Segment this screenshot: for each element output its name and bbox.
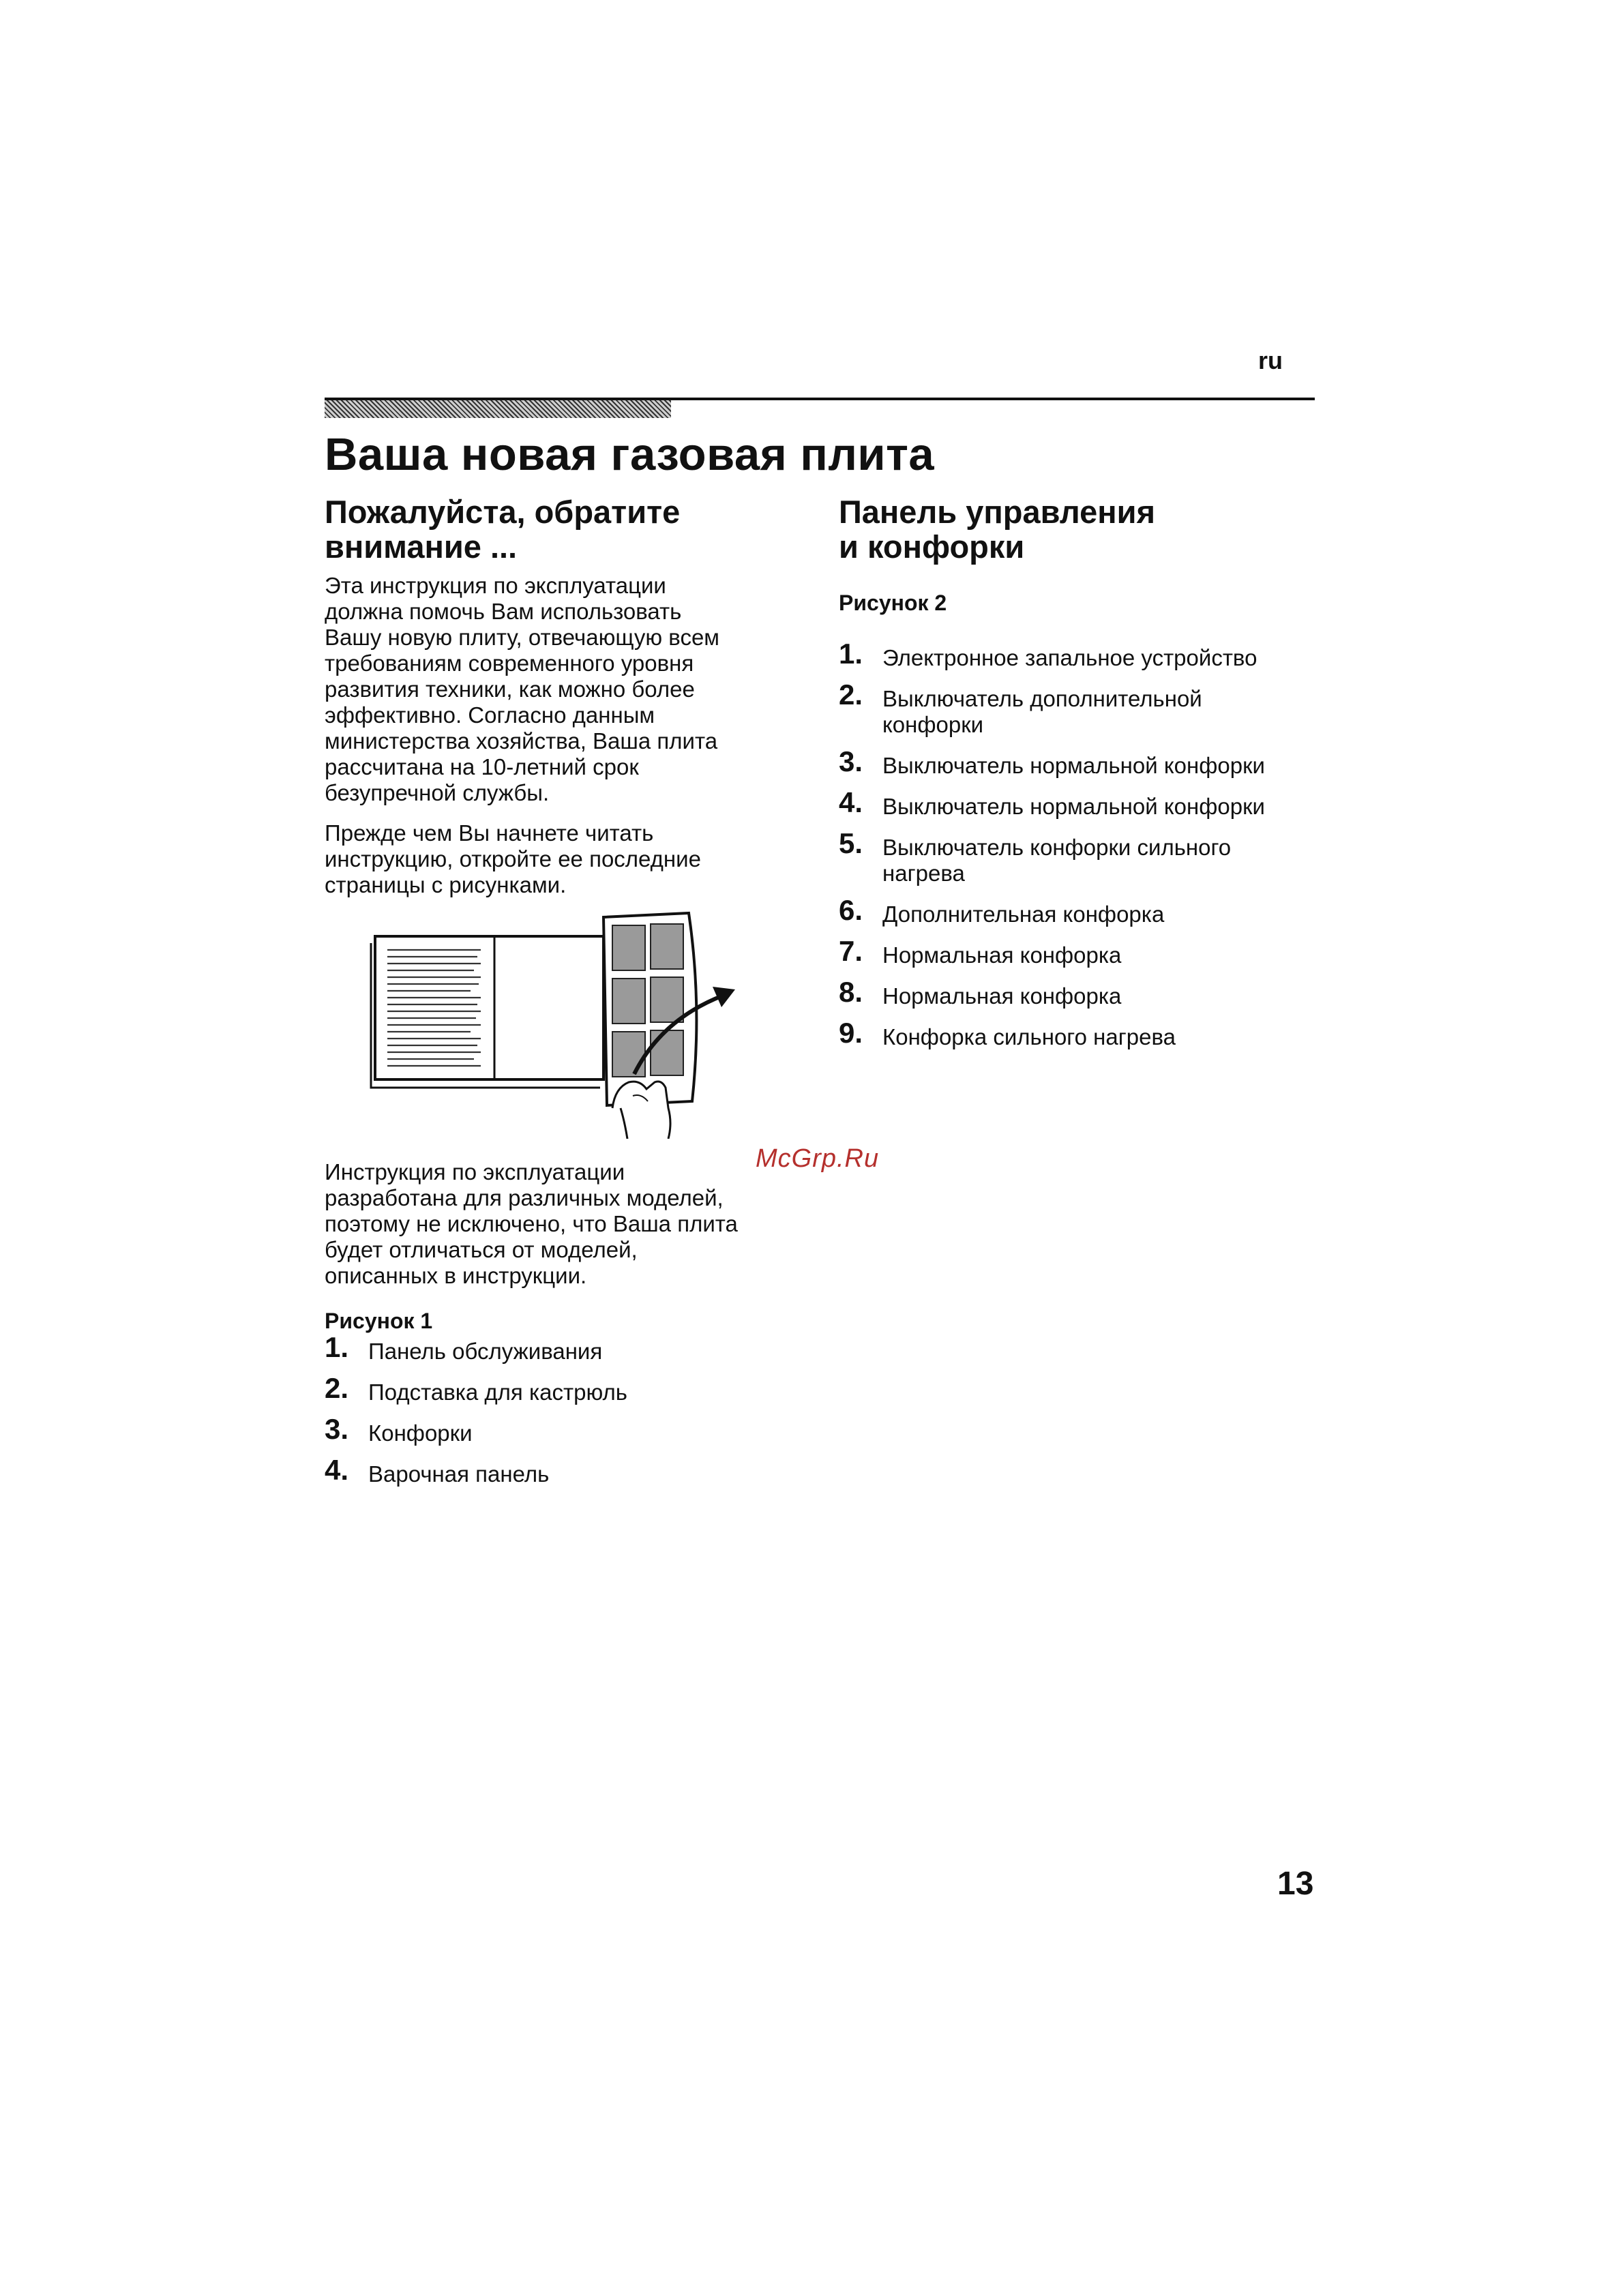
text-line: поэтому не исключено, что Ваша плита bbox=[325, 1211, 738, 1236]
figure-1-list bbox=[325, 1331, 706, 1487]
right-heading bbox=[839, 494, 1155, 564]
text-line: будет отличаться от моделей, bbox=[325, 1237, 638, 1262]
item-text: Варочная панель bbox=[368, 1461, 550, 1487]
watermark: McGrp.Ru bbox=[756, 1144, 880, 1173]
list-item bbox=[839, 894, 1316, 927]
header-hatch-bar bbox=[325, 400, 671, 418]
item-text: Выключатель дополнительной bbox=[882, 686, 1202, 711]
list-item bbox=[839, 935, 1316, 968]
right-heading-line: и конфорки bbox=[839, 528, 1025, 565]
list-item bbox=[839, 827, 1316, 886]
page-number: 13 bbox=[1277, 1866, 1314, 1902]
text-line: министерства хозяйства, Ваша плита bbox=[325, 728, 718, 754]
item-number: 1. bbox=[839, 638, 863, 670]
item-number: 1. bbox=[325, 1331, 349, 1363]
text-line: страницы с рисунками. bbox=[325, 872, 567, 897]
figure-2-list bbox=[839, 638, 1316, 1050]
page-title: Ваша новая газовая плита bbox=[325, 429, 935, 480]
booklet-unfold-illustration bbox=[361, 904, 750, 1139]
list-item bbox=[325, 1413, 706, 1446]
left-heading-line: внимание ... bbox=[325, 528, 518, 565]
list-item bbox=[839, 638, 1316, 671]
left-heading bbox=[325, 494, 680, 564]
item-text: Конфорки bbox=[368, 1420, 473, 1446]
text-line: безупречной службы. bbox=[325, 780, 550, 805]
language-code: ru bbox=[1258, 346, 1283, 374]
text-line: эффективно. Согласно данным bbox=[325, 702, 655, 728]
text-line: описанных в инструкции. bbox=[325, 1263, 587, 1288]
list-item bbox=[325, 1372, 706, 1405]
item-text: Дополнительная конфорка bbox=[882, 901, 1165, 927]
item-text: конфорки bbox=[882, 712, 984, 737]
item-text: Выключатель нормальной конфорки bbox=[882, 753, 1265, 778]
text-line: разработана для различных моделей, bbox=[325, 1185, 724, 1210]
text-line: Инструкция по эксплуатации bbox=[325, 1159, 625, 1184]
item-text: Нормальная конфорка bbox=[882, 942, 1122, 968]
models-note-paragraph bbox=[325, 1159, 738, 1289]
list-item bbox=[325, 1454, 706, 1487]
item-number: 2. bbox=[325, 1372, 349, 1404]
figure-1-label: Рисунок 1 bbox=[325, 1309, 433, 1333]
list-item bbox=[839, 976, 1316, 1009]
text-line: должна помочь Вам использовать bbox=[325, 599, 682, 624]
left-heading-line: Пожалуйста, обратите bbox=[325, 494, 681, 530]
item-text: Конфорка сильного нагрева bbox=[882, 1024, 1176, 1049]
list-item bbox=[839, 786, 1316, 820]
item-number: 4. bbox=[325, 1454, 349, 1486]
list-item bbox=[839, 1017, 1316, 1050]
item-text: Подставка для кастрюль bbox=[368, 1380, 627, 1405]
text-line: требованиям современного уровня bbox=[325, 651, 694, 676]
item-text: Нормальная конфорка bbox=[882, 983, 1122, 1009]
item-number: 3. bbox=[839, 745, 863, 777]
item-text: нагрева bbox=[882, 861, 965, 886]
item-number: 5. bbox=[839, 827, 863, 859]
text-line: инструкцию, откройте ее последние bbox=[325, 846, 701, 871]
item-number: 9. bbox=[839, 1017, 863, 1049]
item-number: 4. bbox=[839, 786, 863, 818]
text-line: развития техники, как можно более bbox=[325, 676, 695, 702]
text-line: Прежде чем Вы начнете читать bbox=[325, 820, 654, 846]
item-number: 6. bbox=[839, 894, 863, 926]
list-item bbox=[839, 745, 1316, 779]
item-text: Выключатель конфорки сильного bbox=[882, 835, 1232, 860]
item-number: 7. bbox=[839, 935, 863, 967]
open-pages-paragraph bbox=[325, 820, 701, 898]
item-number: 2. bbox=[839, 679, 863, 711]
text-line: Вашу новую плиту, отвечающую всем bbox=[325, 625, 719, 650]
item-text: Выключатель нормальной конфорки bbox=[882, 794, 1265, 819]
list-item bbox=[325, 1331, 706, 1365]
text-line: рассчитана на 10-летний срок bbox=[325, 754, 639, 779]
list-item bbox=[839, 679, 1316, 738]
right-heading-line: Панель управления bbox=[839, 494, 1155, 530]
item-text: Электронное запальное устройство bbox=[882, 645, 1257, 670]
item-number: 3. bbox=[325, 1413, 349, 1445]
item-text: Панель обслуживания bbox=[368, 1339, 603, 1364]
intro-paragraph bbox=[325, 573, 719, 806]
figure-2-label: Рисунок 2 bbox=[839, 591, 947, 615]
text-line: Эта инструкция по эксплуатации bbox=[325, 573, 666, 598]
item-number: 8. bbox=[839, 976, 863, 1008]
